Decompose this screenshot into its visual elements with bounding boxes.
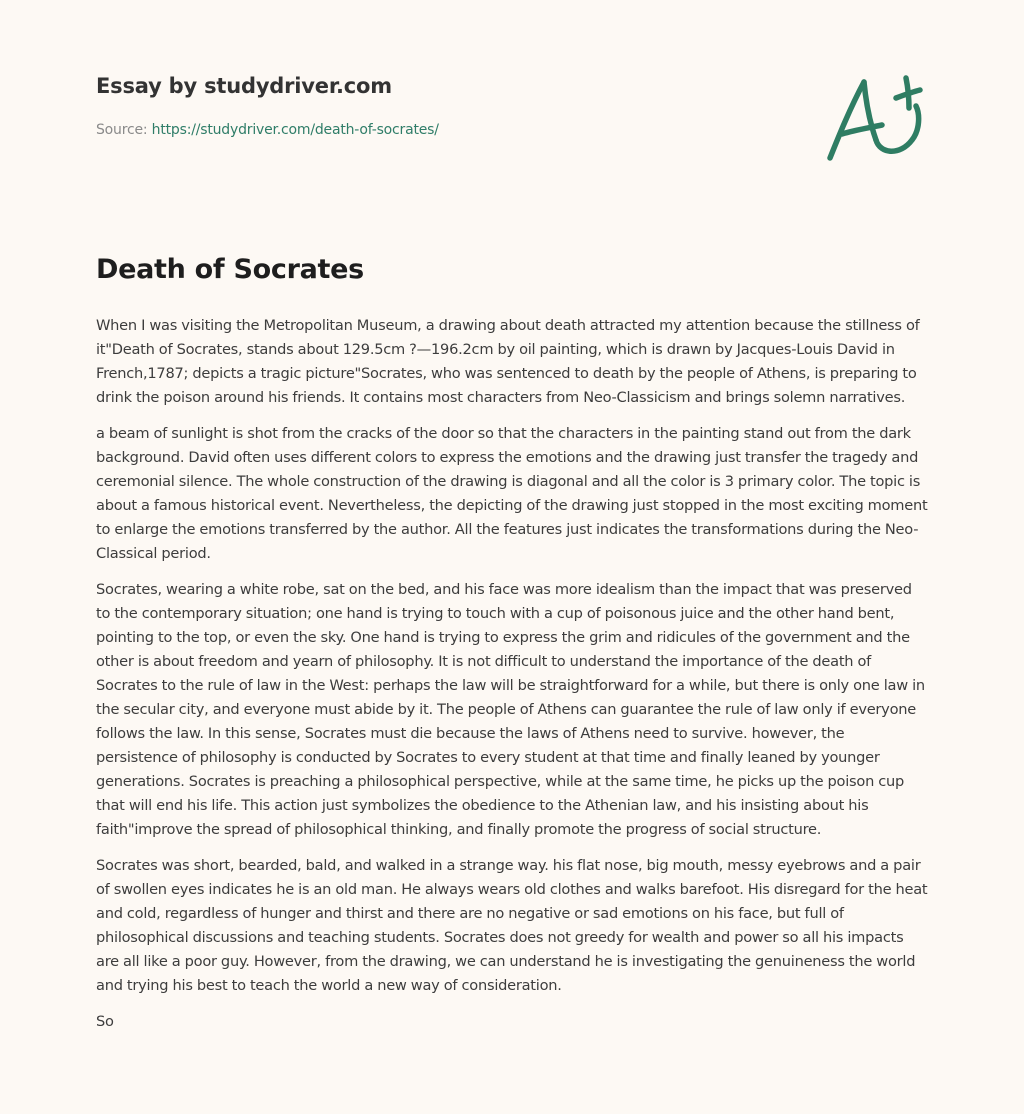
site-title: Essay by studydriver.com: [96, 74, 392, 98]
essay-paragraph: Socrates was short, bearded, bald, and walked in a strange way. his flat nose, big mouth, messy eyebrows and a pair of swollen eyes indicates he is an old man. He always wears old clothes and walks barefoot. His disregard for the heat and cold, regardless of hunger and thirst and there are no negative or sad emotions on his face, but full of philosophical discussions and teaching students. Socrates does not greedy for wealth and power so all his impacts are all like a poor guy. However, from the drawing, we can understand he is investigating the genuineness the world and trying his best to teach the world a new way of consideration.: [96, 857, 928, 994]
source-link[interactable]: https://studydriver.com/death-of-socrates/: [151, 122, 439, 138]
essay-paragraph-truncated: So: [96, 1013, 114, 1030]
source-label: Source:: [96, 122, 148, 138]
a-plus-grade-icon: [820, 68, 930, 168]
page-header: [96, 74, 936, 138]
essay-title: Death of Socrates: [96, 254, 364, 285]
essay-body: [96, 314, 928, 1046]
essay-paragraph: Socrates, wearing a white robe, sat on the bed, and his face was more idealism than the impact that was preserved to the contemporary situation; one hand is trying to touch with a cup of poisonous juice and the other hand bent, pointing to the top, or even the sky. One hand is trying to express the grim and ridicules of the government and the other is about freedom and yearn of philosophy. It is not difficult to understand the importance of the death of Socrates to the rule of law in the West: perhaps the law will be straightforward for a while, but there is only one law in the secular city, and everyone must abide by it. The people of Athens can guarantee the rule of law only if everyone follows the law. In this sense, Socrates must die because the laws of Athens need to survive. however, the persistence of philosophy is conducted by Socrates to every student at that time and finally leaned by younger generations. Socrates is preaching a philosophical perspective, while at the same time, he picks up the poison cup that will end his life. This action just symbolizes the obedience to the Athenian law, and his insisting about his faith"improve the spread of philosophical thinking, and finally promote the progress of social structure.: [96, 581, 925, 838]
source-line: [96, 122, 936, 138]
essay-paragraph: When I was visiting the Metropolitan Museum, a drawing about death attracted my attention because the stillness of it"Death of Socrates, stands about 129.5cm ?—196.2cm by oil painting, which is drawn by Jacques-Louis David in French,1787; depicts a tragic picture"Socrates, who was sentenced to death by the people of Athens, is preparing to drink the poison around his friends. It contains most characters from Neo-Classicism and brings solemn narratives.: [96, 317, 920, 406]
essay-paragraph: a beam of sunlight is shot from the cracks of the door so that the characters in the painting stand out from the dark background. David often uses different colors to express the emotions and the drawing just transfer the tragedy and ceremonial silence. The whole construction of the drawing is diagonal and all the color is 3 primary color. The topic is about a famous historical event. Nevertheless, the depicting of the drawing just stopped in the most exciting moment to enlarge the emotions transferred by the author. All the features just indicates the transformations during the Neo-Classical period.: [96, 425, 928, 562]
